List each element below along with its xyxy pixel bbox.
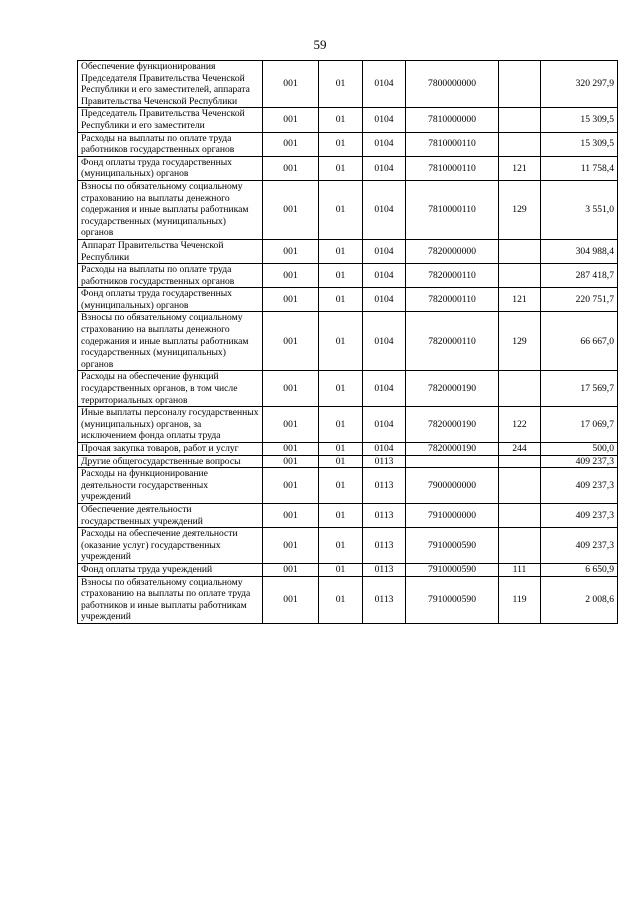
table-row — [78, 503, 618, 527]
row-name: Аппарат Правительства Чеченской Республики — [78, 239, 263, 263]
row-ministry-code: 001 — [263, 563, 319, 576]
row-name: Расходы на выплаты по оплате труда работников государственных органов — [78, 132, 263, 156]
row-amount: 220 751,7 — [541, 288, 618, 312]
row-expense-type-code — [499, 503, 541, 527]
row-ministry-code: 001 — [263, 528, 319, 564]
row-amount: 11 758,4 — [541, 156, 618, 180]
page-number: 59 — [313, 37, 327, 52]
row-name: Иные выплаты персоналу государственных (муниципальных) органов, за исключением фонда оплаты труда — [78, 407, 263, 443]
row-ministry-code: 001 — [263, 407, 319, 443]
table-row — [78, 132, 618, 156]
row-subsection-code: 0113 — [363, 576, 406, 623]
table-row — [78, 239, 618, 263]
row-expense-type-code: 129 — [499, 180, 541, 239]
row-target-article-code: 7910000000 — [406, 503, 499, 527]
row-subsection-code: 0104 — [363, 264, 406, 288]
row-section-code: 01 — [319, 132, 363, 156]
row-name: Председатель Правительства Чеченской Республики и его заместители — [78, 108, 263, 132]
table-row — [78, 443, 618, 456]
table-row — [78, 180, 618, 239]
row-name: Обеспечение функционирования Председателя Правительства Чеченской Республики и его заместителей, аппарата Правительства Чеченской Республики — [78, 61, 263, 108]
row-amount: 304 988,4 — [541, 239, 618, 263]
row-subsection-code: 0104 — [363, 371, 406, 407]
row-section-code: 01 — [319, 576, 363, 623]
row-expense-type-code: 121 — [499, 156, 541, 180]
row-amount: 287 418,7 — [541, 264, 618, 288]
row-ministry-code: 001 — [263, 239, 319, 263]
row-subsection-code: 0104 — [363, 288, 406, 312]
row-expense-type-code — [499, 455, 541, 468]
row-name: Фонд оплаты труда государственных (муниципальных) органов — [78, 156, 263, 180]
row-subsection-code: 0113 — [363, 455, 406, 468]
row-section-code: 01 — [319, 455, 363, 468]
row-subsection-code: 0104 — [363, 180, 406, 239]
row-amount: 17 569,7 — [541, 371, 618, 407]
row-subsection-code: 0113 — [363, 563, 406, 576]
row-section-code: 01 — [319, 61, 363, 108]
table-row — [78, 455, 618, 468]
table-row — [78, 468, 618, 504]
row-section-code: 01 — [319, 563, 363, 576]
row-expense-type-code: 121 — [499, 288, 541, 312]
table-row — [78, 61, 618, 108]
row-subsection-code: 0113 — [363, 503, 406, 527]
row-target-article-code: 7910000590 — [406, 528, 499, 564]
row-name: Расходы на обеспечение деятельности (оказание услуг) государственных учреждений — [78, 528, 263, 564]
row-subsection-code: 0104 — [363, 312, 406, 371]
row-name: Фонд оплаты труда учреждений — [78, 563, 263, 576]
row-section-code: 01 — [319, 371, 363, 407]
row-target-article-code: 7820000190 — [406, 443, 499, 456]
row-subsection-code: 0104 — [363, 156, 406, 180]
row-expense-type-code — [499, 371, 541, 407]
row-amount: 3 551,0 — [541, 180, 618, 239]
row-ministry-code: 001 — [263, 455, 319, 468]
row-subsection-code: 0104 — [363, 108, 406, 132]
row-expense-type-code — [499, 264, 541, 288]
table-row — [78, 528, 618, 564]
budget-table — [77, 60, 618, 624]
row-name: Прочая закупка товаров, работ и услуг — [78, 443, 263, 456]
row-section-code: 01 — [319, 239, 363, 263]
row-subsection-code: 0104 — [363, 443, 406, 456]
row-name: Другие общегосударственные вопросы — [78, 455, 263, 468]
row-ministry-code: 001 — [263, 180, 319, 239]
row-ministry-code: 001 — [263, 61, 319, 108]
row-amount: 409 237,3 — [541, 528, 618, 564]
row-ministry-code: 001 — [263, 156, 319, 180]
row-expense-type-code — [499, 132, 541, 156]
row-target-article-code: 7800000000 — [406, 61, 499, 108]
row-expense-type-code — [499, 528, 541, 564]
row-expense-type-code — [499, 61, 541, 108]
row-target-article-code: 7820000000 — [406, 239, 499, 263]
row-target-article-code: 7820000110 — [406, 288, 499, 312]
row-name: Фонд оплаты труда государственных (муниципальных) органов — [78, 288, 263, 312]
row-section-code: 01 — [319, 503, 363, 527]
row-expense-type-code: 122 — [499, 407, 541, 443]
row-ministry-code: 001 — [263, 132, 319, 156]
row-section-code: 01 — [319, 156, 363, 180]
row-ministry-code: 001 — [263, 503, 319, 527]
row-amount: 320 297,9 — [541, 61, 618, 108]
row-subsection-code: 0104 — [363, 132, 406, 156]
row-expense-type-code: 129 — [499, 312, 541, 371]
row-ministry-code: 001 — [263, 576, 319, 623]
row-target-article-code: 7810000000 — [406, 108, 499, 132]
row-amount: 66 667,0 — [541, 312, 618, 371]
row-ministry-code: 001 — [263, 108, 319, 132]
row-target-article-code: 7910000590 — [406, 563, 499, 576]
row-section-code: 01 — [319, 312, 363, 371]
table-row — [78, 407, 618, 443]
row-subsection-code: 0104 — [363, 239, 406, 263]
row-subsection-code: 0104 — [363, 407, 406, 443]
row-section-code: 01 — [319, 407, 363, 443]
budget-table-body — [78, 61, 618, 624]
row-amount: 17 069,7 — [541, 407, 618, 443]
table-row — [78, 108, 618, 132]
row-target-article-code: 7820000110 — [406, 264, 499, 288]
row-expense-type-code: 111 — [499, 563, 541, 576]
row-ministry-code: 001 — [263, 312, 319, 371]
row-expense-type-code — [499, 239, 541, 263]
row-amount: 2 008,6 — [541, 576, 618, 623]
row-expense-type-code — [499, 468, 541, 504]
row-amount: 409 237,3 — [541, 455, 618, 468]
row-target-article-code — [406, 455, 499, 468]
row-target-article-code: 7810000110 — [406, 180, 499, 239]
row-section-code: 01 — [319, 443, 363, 456]
table-row — [78, 312, 618, 371]
row-subsection-code: 0113 — [363, 528, 406, 564]
row-amount: 500,0 — [541, 443, 618, 456]
table-row — [78, 563, 618, 576]
row-name: Взносы по обязательному социальному страхованию на выплаты денежного содержания и иные выплаты работникам государственных (муниципальных) органов — [78, 312, 263, 371]
row-section-code: 01 — [319, 468, 363, 504]
row-section-code: 01 — [319, 180, 363, 239]
row-subsection-code: 0104 — [363, 61, 406, 108]
row-name: Расходы на функционирование деятельности государственных учреждений — [78, 468, 263, 504]
row-name: Взносы по обязательному социальному страхованию на выплаты по оплате труда работников и иные выплаты работникам учреждений — [78, 576, 263, 623]
row-expense-type-code: 119 — [499, 576, 541, 623]
row-amount: 15 309,5 — [541, 108, 618, 132]
row-name: Расходы на выплаты по оплате труда работников государственных органов — [78, 264, 263, 288]
table-row — [78, 288, 618, 312]
row-amount: 409 237,3 — [541, 503, 618, 527]
table-row — [78, 576, 618, 623]
row-expense-type-code: 244 — [499, 443, 541, 456]
table-row — [78, 371, 618, 407]
row-ministry-code: 001 — [263, 468, 319, 504]
row-expense-type-code — [499, 108, 541, 132]
row-section-code: 01 — [319, 528, 363, 564]
row-ministry-code: 001 — [263, 371, 319, 407]
row-amount: 6 650,9 — [541, 563, 618, 576]
table-row — [78, 264, 618, 288]
row-ministry-code: 001 — [263, 288, 319, 312]
row-ministry-code: 001 — [263, 443, 319, 456]
row-target-article-code: 7820000110 — [406, 312, 499, 371]
row-target-article-code: 7820000190 — [406, 407, 499, 443]
row-subsection-code: 0113 — [363, 468, 406, 504]
row-target-article-code: 7820000190 — [406, 371, 499, 407]
row-section-code: 01 — [319, 108, 363, 132]
row-target-article-code: 7900000000 — [406, 468, 499, 504]
row-name: Взносы по обязательному социальному страхованию на выплаты денежного содержания и иные выплаты работникам государственных (муниципальных) органов — [78, 180, 263, 239]
row-ministry-code: 001 — [263, 264, 319, 288]
row-name: Расходы на обеспечение функций государственных органов, в том числе территориальных органов — [78, 371, 263, 407]
row-target-article-code: 7910000590 — [406, 576, 499, 623]
row-amount: 15 309,5 — [541, 132, 618, 156]
row-target-article-code: 7810000110 — [406, 156, 499, 180]
row-target-article-code: 7810000110 — [406, 132, 499, 156]
row-name: Обеспечение деятельности государственных учреждений — [78, 503, 263, 527]
table-row — [78, 156, 618, 180]
row-amount: 409 237,3 — [541, 468, 618, 504]
row-section-code: 01 — [319, 288, 363, 312]
row-section-code: 01 — [319, 264, 363, 288]
